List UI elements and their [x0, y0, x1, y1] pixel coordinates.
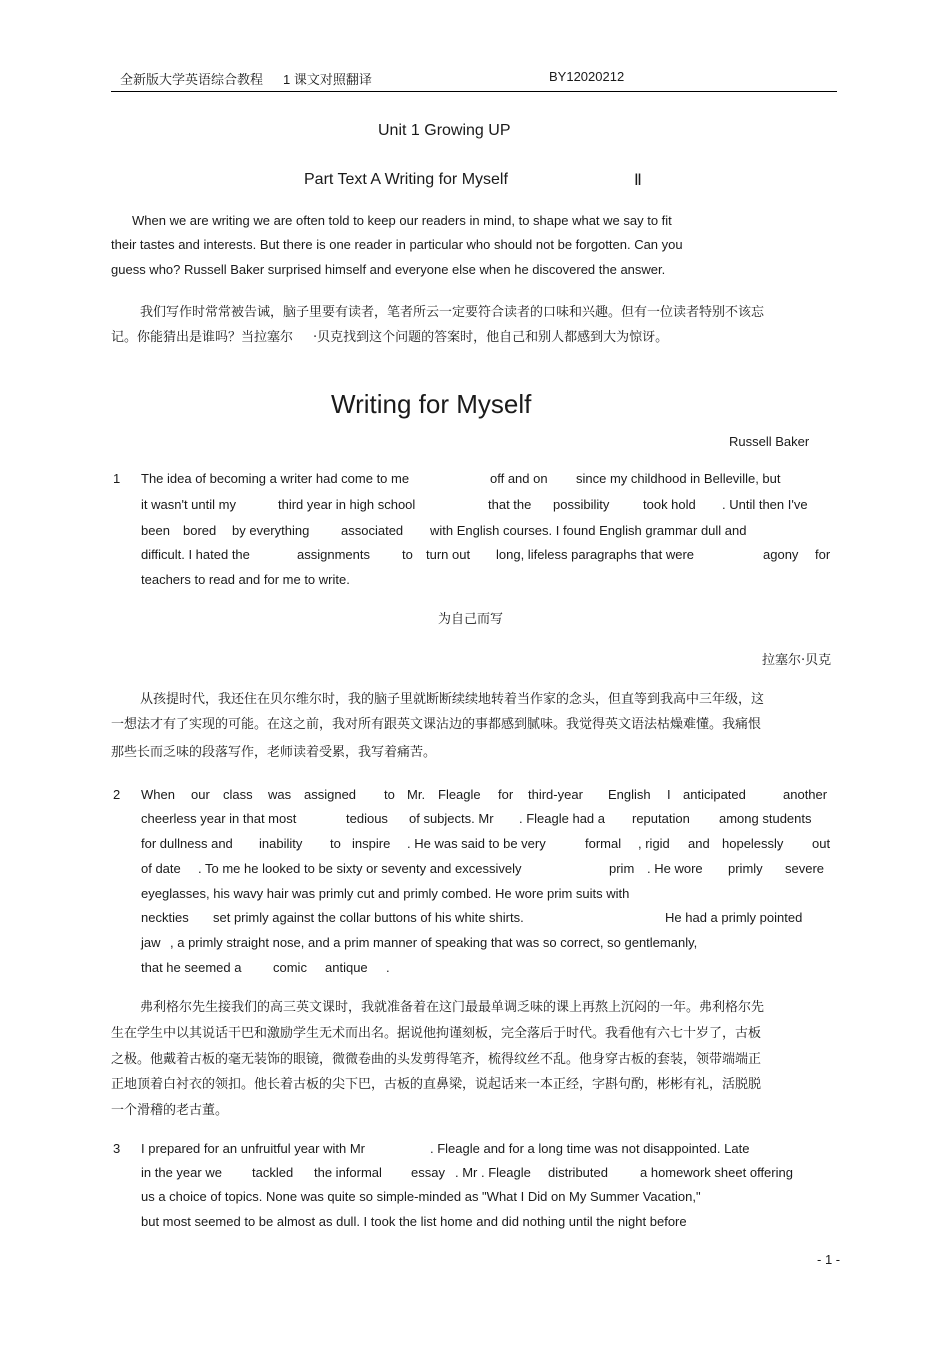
p3-text: . Fleagle and for a long time was not disappointed. Late: [430, 1141, 750, 1156]
p2-text: that he seemed a: [141, 960, 242, 975]
p1-zh-line: 一想法才有了实现的可能。在这之前，我对所有跟英文课沾边的事都感到腻味。我觉得英文语法枯燥难懂。我痛恨: [111, 717, 762, 732]
p3-text: distributed: [548, 1165, 608, 1180]
p1-text: assignments: [297, 547, 370, 562]
p2-zh-line: 之极。他戴着古板的毫无装饰的眼镜，微微卷曲的头发剪得笔齐，梳得纹丝不乱。他身穿古板的套装，领带端端正: [111, 1052, 762, 1067]
page-number: - 1 -: [817, 1252, 841, 1267]
title-zh: 为自己而写: [438, 612, 504, 627]
p2-text: . He wore: [647, 861, 703, 876]
p1-text: associated: [341, 523, 404, 538]
p2-text: reputation: [632, 811, 690, 826]
p2-text: out: [812, 836, 831, 851]
p2-text: of subjects. Mr: [409, 811, 494, 826]
p3-text: I prepared for an unfruitful year with Mr: [141, 1141, 365, 1156]
p2-text: hopelessly: [722, 836, 784, 851]
p2-text: jaw: [141, 935, 161, 950]
p2-text: comic: [273, 960, 307, 975]
p2-text: antique: [325, 960, 368, 975]
p1-zh-line: 从孩提时代，我还住在贝尔维尔时，我的脑子里就断断续续地转着当作家的念头，但直等到我高中三年级，这: [140, 692, 765, 707]
p2-zh-line: 弗利格尔先生接我们的高三英文课时，我就准备着在这门最最单调乏味的课上再熬上沉闷的一年。弗利格尔先: [140, 1000, 765, 1015]
p1-text: it wasn't until my: [141, 497, 236, 512]
p2-text: to: [330, 836, 341, 851]
p1-text: difficult. I hated the: [141, 547, 250, 562]
p3-text: essay: [411, 1165, 445, 1180]
header-rule: [111, 91, 837, 92]
author-zh: 拉塞尔·贝克: [762, 653, 832, 668]
p2-zh-line: 生在学生中以其说话干巴和激励学生无术而出名。据说他拘谨刻板，完全落后于时代。我看他有六七十岁了，古板: [111, 1026, 762, 1041]
main-title: Writing for Myself: [331, 389, 532, 419]
p2-zh-line: 正地顶着白衬衣的领扣。他长着古板的尖下巴，古板的直鼻梁，说起话来一本正经，字斟句酌，彬彬有礼，活脱脱: [111, 1077, 762, 1092]
p2-text: He had a primly pointed: [665, 910, 803, 925]
p1-text: possibility: [553, 497, 610, 512]
p2-text: assigned: [304, 787, 357, 802]
header-title: 全新版大学英语综合教程: [120, 72, 264, 87]
p2-text: our: [191, 787, 210, 802]
p2-text: and: [688, 836, 710, 851]
p3-text: a homework sheet offering: [640, 1165, 793, 1180]
p1-text: for: [815, 547, 831, 562]
author-en: Russell Baker: [729, 434, 810, 449]
p1-text: that the: [488, 497, 532, 512]
p1-text: took hold: [643, 497, 696, 512]
p1-text: been: [141, 523, 170, 538]
p2-text: tedious: [346, 811, 388, 826]
p2-text: was: [268, 787, 292, 802]
p3-text: but most seemed to be almost as dull. I took the list home and did nothing until the night before: [141, 1214, 687, 1229]
intro-zh-line: 我们写作时常常被告诫，脑子里要有读者，笔者所云一定要符合读者的口味和兴趣。但有一位读者特别不该忘: [140, 305, 765, 320]
p1-text: bored: [183, 523, 217, 538]
part-numeral: Ⅱ: [634, 172, 642, 189]
p2-text: , rigid: [638, 836, 670, 851]
p2-text: inspire: [352, 836, 391, 851]
p2-text: for dullness and: [141, 836, 233, 851]
p2-text: of date: [141, 861, 181, 876]
paragraph-number: 1: [113, 471, 121, 486]
p2-text: formal: [585, 836, 622, 851]
intro-en-line: guess who? Russell Baker surprised himself and everyone else when he discovered the answer.: [111, 262, 666, 277]
p3-text: tackled: [252, 1165, 294, 1180]
p2-text: eyeglasses, his wavy hair was primly cut and primly combed. He wore prim suits with: [141, 886, 630, 901]
p2-text: to: [384, 787, 395, 802]
p3-text: us a choice of topics. None was quite so simple-minded as "What I Did on My Summer Vacation,": [141, 1189, 701, 1204]
p1-zh-line: 那些长而乏味的段落写作，老师读着受累，我写着痛苦。: [111, 745, 437, 760]
p2-text: inability: [259, 836, 303, 851]
intro-en-line: When we are writing we are often told to keep our readers in mind, to shape what we say to fit: [132, 213, 672, 228]
p2-text: Mr.: [407, 787, 426, 802]
p2-text: , a primly straight nose, and a prim manner of speaking that was so correct, so gentlemanly,: [170, 935, 698, 950]
p2-text: class: [223, 787, 253, 802]
intro-zh-line: ·贝克找到这个问题的答案时，他自己和别人都感到大为惊讶。: [313, 330, 669, 345]
p2-text: cheerless year in that most: [141, 811, 297, 826]
p3-text: . Mr . Fleagle: [455, 1165, 531, 1180]
unit-title: Unit 1 Growing UP: [378, 122, 511, 139]
p2-text: . To me he looked to be sixty or seventy and excessively: [198, 861, 522, 876]
p2-text: set primly against the collar buttons of his white shirts.: [213, 910, 524, 925]
paragraph-number: 2: [113, 787, 121, 802]
p3-text: the informal: [314, 1165, 382, 1180]
p1-text: since my childhood in Belleville, but: [576, 471, 781, 486]
p2-text: third-year: [528, 787, 583, 802]
p1-text: teachers to read and for me to write.: [141, 572, 350, 587]
p1-text: with English courses. I found English grammar dull and: [430, 523, 747, 538]
p1-text: . Until then I've: [722, 497, 808, 512]
p2-text: severe: [785, 861, 825, 876]
p1-text: to: [402, 547, 413, 562]
p2-text: another: [783, 787, 828, 802]
p1-text: third year in high school: [278, 497, 416, 512]
p2-text: . Fleagle had a: [519, 811, 606, 826]
p1-text: by everything: [232, 523, 310, 538]
p1-text: agony: [763, 547, 799, 562]
p2-text: primly: [728, 861, 763, 876]
p2-text: prim: [609, 861, 635, 876]
p2-text: . He was said to be very: [407, 836, 546, 851]
header-code: BY12020212: [549, 69, 625, 84]
p2-text: When: [141, 787, 175, 802]
p1-text: off and on: [490, 471, 548, 486]
p1-text: turn out: [426, 547, 471, 562]
p2-text: anticipated: [683, 787, 746, 802]
p3-text: in the year we: [141, 1165, 222, 1180]
intro-en-line: their tastes and interests. But there is one reader in particular who should not be forgotten. Can you: [111, 237, 683, 252]
p1-text: The idea of becoming a writer had come to me: [141, 471, 410, 486]
p2-text: for: [498, 787, 514, 802]
p2-text: I: [667, 787, 671, 802]
p2-text: among students: [719, 811, 812, 826]
paragraph-number: 3: [113, 1141, 121, 1156]
p2-zh-line: 一个滑稽的老古董。: [111, 1103, 229, 1118]
p2-text: English: [608, 787, 651, 802]
intro-zh-line: 记。你能猜出是谁吗？当拉塞尔: [111, 330, 294, 345]
p2-text: .: [386, 960, 390, 975]
p2-text: neckties: [141, 910, 189, 925]
header-lesson: 1 课文对照翻译: [283, 72, 372, 87]
p2-text: Fleagle: [438, 787, 481, 802]
part-title: Part Text A Writing for Myself: [304, 171, 508, 188]
p1-text: long, lifeless paragraphs that were: [496, 547, 695, 562]
